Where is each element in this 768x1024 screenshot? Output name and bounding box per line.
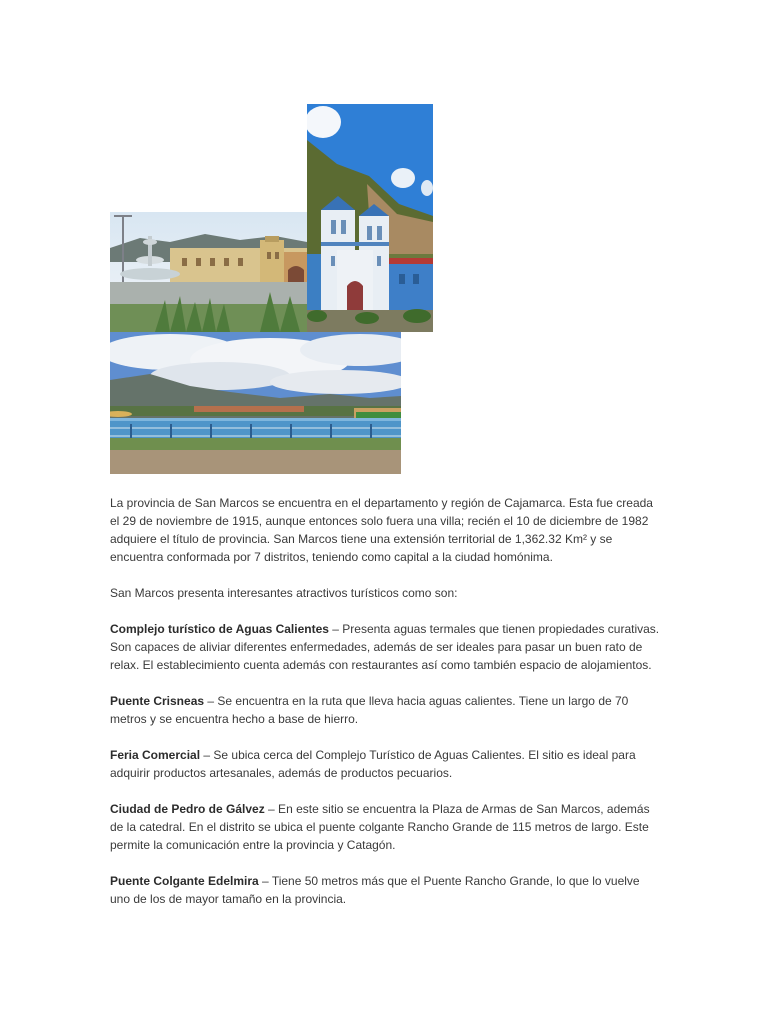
attraction-description: – En este sitio se encuentra la Plaza de Armas de San Marcos, además de la catedral. En el distrito se ubica el puente colgante Rancho Grande de 115 metros de largo. Este permite la comunicación entre la provincia y Catagón.	[110, 802, 650, 852]
church-photo	[307, 104, 433, 332]
attraction-description: – Presenta aguas termales que tienen propiedades curativas. Son capaces de aliviar diferentes enfermedades, además de ser ideales para pasar un buen rato de relax. El establecimiento cuenta además con restaurantes así como también espacio de alojamientos.	[110, 622, 660, 672]
attraction-description: – Se encuentra en la ruta que lleva hacia aguas calientes. Tiene un largo de 70 metros y se encuentra hecho a base de hierro.	[110, 694, 629, 726]
attraction-description: – Se ubica cerca del Complejo Turístico de Aguas Calientes. El sitio es ideal para adquirir productos artesanales, además de productos pecuarios.	[110, 748, 636, 780]
attraction-item	[110, 800, 662, 854]
lead-paragraph: San Marcos presenta interesantes atractivos turísticos como son:	[110, 586, 458, 600]
attraction-name: Feria Comercial	[110, 748, 201, 762]
attraction-description: – Tiene 50 metros más que el Puente Rancho Grande, lo que lo vuelve uno de los de mayor tamaño en la provincia.	[110, 874, 640, 906]
attraction-item	[110, 746, 662, 782]
attraction-name: Complejo turístico de Aguas Calientes	[110, 622, 329, 636]
attraction-item	[110, 872, 662, 908]
attraction-name: Ciudad de Pedro de Gálvez	[110, 802, 265, 816]
attraction-item	[110, 692, 662, 728]
plaza-fountain-photo	[110, 212, 307, 332]
attraction-name: Puente Colgante Edelmira	[110, 874, 259, 888]
article-body	[110, 494, 662, 926]
intro-paragraph: La provincia de San Marcos se encuentra en el departamento y región de Cajamarca. Esta fue creada el 29 de noviembre de 1915, aunque entonces solo fuera una villa; recién el 10 de diciembre de 1982 adquiere el título de provincia. San Marcos tiene una extensión territorial de 1,362.32 Km² y se encuentra conformada por 7 distritos, teniendo como capital a la ciudad homónima.	[110, 496, 653, 564]
attraction-name: Puente Crisneas	[110, 694, 205, 708]
hot-springs-pool-photo	[110, 332, 401, 474]
attraction-item	[110, 620, 662, 674]
